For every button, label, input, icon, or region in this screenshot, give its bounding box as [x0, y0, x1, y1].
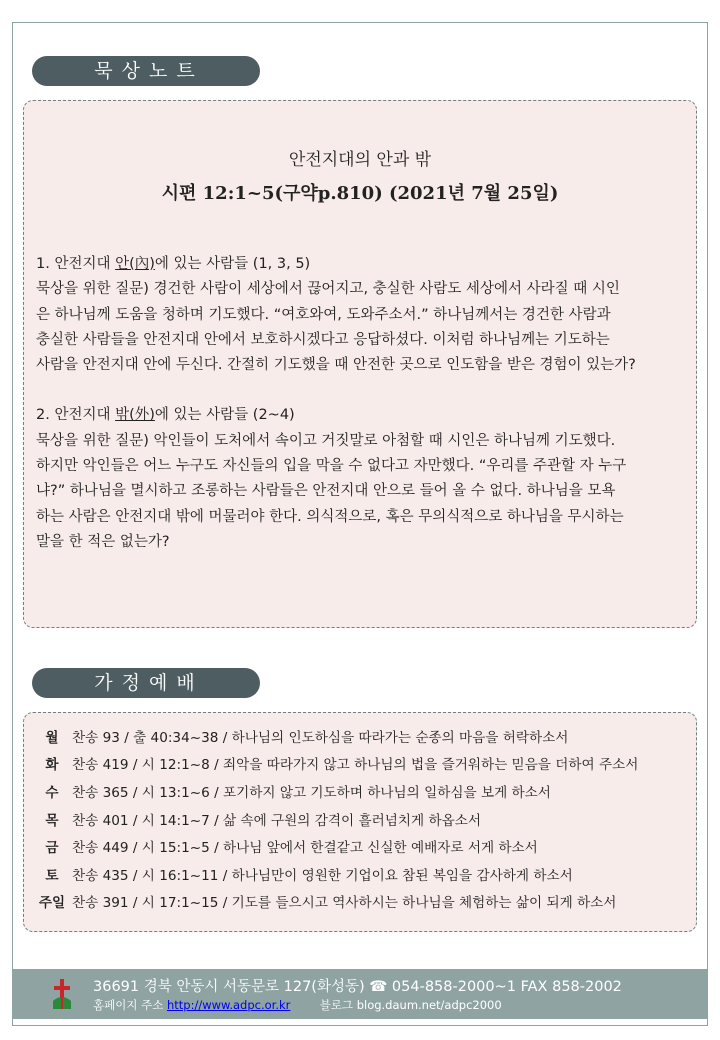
section1-line: 묵상을 위한 질문) 경건한 사람이 세상에서 끊어지고, 충실한 사람도 세상에서 사라질 때 시인: [36, 281, 620, 298]
section2-line: 말을 한 적은 없는가?: [36, 533, 170, 550]
section1-line: 은 하나님께 도움을 청하며 기도했다. “여호와여, 도와주소서.” 하나님께서는 경건한 사람과: [36, 306, 611, 323]
church-address: 36691 경북 안동시 서동문로 127(화성동) ☎ 054-858-2000~1 FAX 858-2002: [93, 979, 622, 995]
worship-row-wed: 수 찬송 365 / 시 13:1~6 / 포기하지 않고 기도하며 하나님의 일하심을 보게 하소서: [45, 785, 551, 801]
worship-box: [23, 712, 697, 932]
homepage-label: 홈페이지 주소: [93, 998, 164, 1012]
section2-line: 묵상을 위한 질문) 악인들이 도처에서 속이고 거짓말로 아첨할 때 시인은 하나님께 기도했다.: [36, 432, 616, 449]
meditation-box: [23, 100, 697, 628]
blog-address: 블로그 blog.daum.net/adpc2000: [319, 998, 502, 1012]
worship-row-tue: 화 찬송 419 / 시 12:1~8 / 죄악을 따라가지 않고 하나님의 법을 즐거워하는 믿음을 더하여 주소서: [45, 757, 639, 773]
section1-heading: 1. 안전지대 안(內)에 있는 사람들 (1, 3, 5): [36, 256, 311, 272]
worship-heading: 가정예배: [32, 668, 260, 698]
scripture-reference: 시편 12:1~5(구약p.810) (2021년 7월 25일): [161, 183, 559, 204]
section2-line: 하는 사람은 안전지대 밖에 머물러야 한다. 의식적으로, 혹은 무의식적으로 하나님을 무시하는: [36, 508, 624, 525]
meditation-title: 안전지대의 안과 밖: [288, 150, 432, 170]
section2-line: 하지만 악인들은 어느 누구도 자신들의 입을 막을 수 없다고 자만했다. “우리를 주관할 자 누구: [36, 458, 627, 475]
footer: [13, 969, 707, 1019]
section1-line: 충실한 사람들을 안전지대 안에서 보호하시겠다고 응답하셨다. 이처럼 하나님께는 기도하는: [36, 331, 610, 348]
section2-heading: 2. 안전지대 밖(外)에 있는 사람들 (2~4): [36, 407, 295, 424]
meditation-body: [36, 252, 692, 555]
worship-row-mon: 월 찬송 93 / 출 40:34~38 / 하나님의 인도하심을 따라가는 순종의 마음을 허락하소서: [45, 730, 569, 746]
homepage-link[interactable]: http://www.adpc.or.kr: [166, 998, 291, 1012]
church-logo-icon: [51, 975, 73, 1013]
meditation-heading: 묵상노트: [32, 56, 260, 86]
section2-line: 냐?” 하나님을 멸시하고 조롱하는 사람들은 안전지대 안으로 들어 올 수 없다. 하나님을 모욕: [36, 483, 616, 500]
church-links: [93, 997, 502, 1013]
worship-row-sun: 주일 찬송 391 / 시 17:1~15 / 기도를 들으시고 역사하시는 하나님을 체험하는 삶이 되게 하소서: [38, 895, 617, 911]
worship-row-thu: 목 찬송 401 / 시 14:1~7 / 삶 속에 구원의 감격이 흘러넘치게 하옵소서: [45, 813, 481, 829]
worship-row-sat: 토 찬송 435 / 시 16:1~11 / 하나님만이 영원한 기업이요 참된 복임을 감사하게 하소서: [45, 868, 573, 884]
worship-row-fri: 금 찬송 449 / 시 15:1~5 / 하나님 앞에서 한결같고 신실한 예배자로 서게 하소서: [45, 840, 538, 856]
section1-line: 사람을 안전지대 안에 두신다. 간절히 기도했을 때 안전한 곳으로 인도함을 받은 경험이 있는가?: [36, 357, 636, 374]
